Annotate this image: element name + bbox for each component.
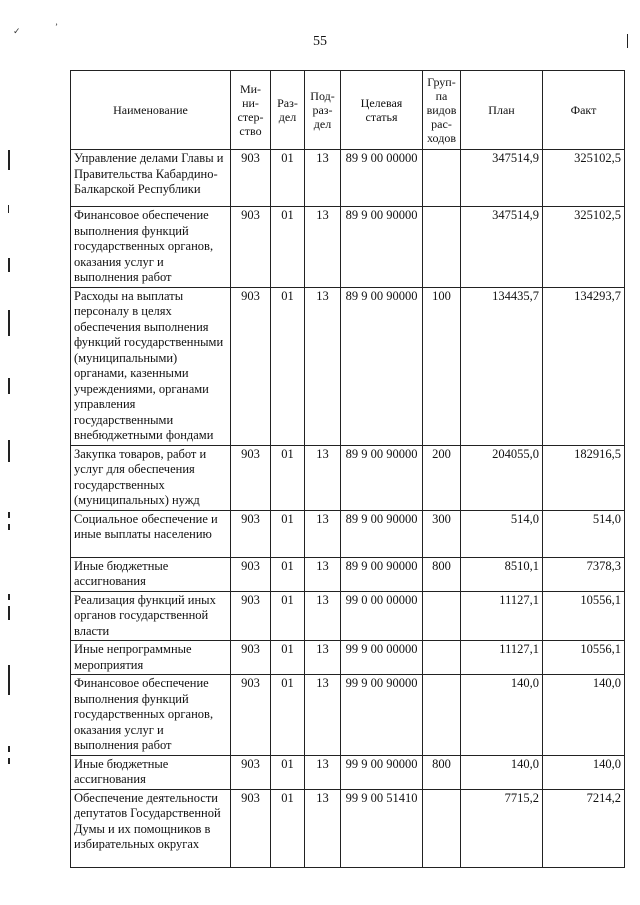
row-plan: 204055,0 [461, 445, 543, 510]
row-fact: 140,0 [543, 675, 625, 756]
table-row [71, 510, 625, 557]
row-fact: 7378,3 [543, 557, 625, 591]
row-name: Иные непрограммные мероприятия [71, 641, 231, 675]
scan-margin-mark [8, 310, 10, 336]
row-section: 01 [271, 445, 305, 510]
table-row [71, 755, 625, 789]
table-row [71, 641, 625, 675]
col-header-ministry-text: Ми- ни- стер- ство [237, 82, 264, 138]
row-subsection: 13 [305, 789, 341, 867]
row-section: 01 [271, 591, 305, 641]
scan-margin-mark [8, 378, 10, 394]
row-subsection: 13 [305, 150, 341, 207]
row-subsection: 13 [305, 207, 341, 288]
row-ministry: 903 [231, 675, 271, 756]
col-header-ministry [231, 71, 271, 150]
scan-margin-mark [8, 606, 10, 620]
col-header-name: Наименование [71, 71, 231, 150]
row-plan: 11127,1 [461, 591, 543, 641]
row-plan: 347514,9 [461, 150, 543, 207]
scan-margin-mark [8, 665, 10, 695]
row-target: 89 9 00 90000 [341, 510, 423, 557]
row-subsection: 13 [305, 510, 341, 557]
row-section: 01 [271, 755, 305, 789]
row-subsection: 13 [305, 591, 341, 641]
table-row [71, 207, 625, 288]
row-plan: 347514,9 [461, 207, 543, 288]
row-ministry: 903 [231, 755, 271, 789]
row-ministry: 903 [231, 445, 271, 510]
row-fact: 182916,5 [543, 445, 625, 510]
row-subsection: 13 [305, 287, 341, 445]
row-section: 01 [271, 789, 305, 867]
scan-speck: ʼ [55, 22, 58, 32]
col-header-section [271, 71, 305, 150]
row-ministry: 903 [231, 789, 271, 867]
row-plan: 140,0 [461, 675, 543, 756]
row-ministry: 903 [231, 591, 271, 641]
row-section: 01 [271, 641, 305, 675]
table-row [71, 287, 625, 445]
row-expense-group: 800 [423, 755, 461, 789]
row-ministry: 903 [231, 510, 271, 557]
row-name: Обеспечение деятельности депутатов Государственной Думы и их помощников в избирательных округах [71, 789, 231, 867]
row-target: 99 9 00 51410 [341, 789, 423, 867]
row-plan: 8510,1 [461, 557, 543, 591]
row-subsection: 13 [305, 557, 341, 591]
row-target: 99 9 00 90000 [341, 675, 423, 756]
row-name: Финансовое обеспечение выполнения функций государственных органов, оказания услуг и выполнения работ [71, 675, 231, 756]
table-header-row [71, 71, 625, 150]
col-header-expense-group [423, 71, 461, 150]
row-ministry: 903 [231, 641, 271, 675]
table-row [71, 557, 625, 591]
scan-margin-mark [8, 440, 10, 462]
row-fact: 514,0 [543, 510, 625, 557]
row-ministry: 903 [231, 287, 271, 445]
col-header-fact: Факт [543, 71, 625, 150]
scan-margin-mark [8, 258, 10, 272]
row-expense-group [423, 789, 461, 867]
row-expense-group: 800 [423, 557, 461, 591]
scan-margin-mark [8, 746, 10, 752]
row-target: 89 9 00 90000 [341, 287, 423, 445]
row-expense-group [423, 641, 461, 675]
row-target: 89 9 00 90000 [341, 207, 423, 288]
budget-table [70, 70, 625, 868]
scan-speck: ✓ [13, 26, 21, 36]
row-target: 89 9 00 00000 [341, 150, 423, 207]
row-name: Расходы на выплаты персоналу в целях обеспечения выполнения функций государственными (муниципальными) органами, казенными учреждениями, органами управления государственными внебюджетными фондами [71, 287, 231, 445]
table-row [71, 591, 625, 641]
row-name: Иные бюджетные ассигнования [71, 557, 231, 591]
row-subsection: 13 [305, 675, 341, 756]
col-header-section-text: Раз- дел [277, 96, 298, 124]
row-name: Закупка товаров, работ и услуг для обеспечения государственных (муниципальных) нужд [71, 445, 231, 510]
col-header-subsection-text: Под- раз- дел [310, 89, 335, 131]
table-row [71, 675, 625, 756]
row-plan: 514,0 [461, 510, 543, 557]
scan-margin-mark [8, 594, 10, 600]
row-plan: 140,0 [461, 755, 543, 789]
row-expense-group: 300 [423, 510, 461, 557]
row-ministry: 903 [231, 150, 271, 207]
row-fact: 140,0 [543, 755, 625, 789]
row-section: 01 [271, 510, 305, 557]
row-name: Управление делами Главы и Правительства Кабардино-Балкарской Республики [71, 150, 231, 207]
row-plan: 134435,7 [461, 287, 543, 445]
row-target: 89 9 00 90000 [341, 557, 423, 591]
row-name: Социальное обеспечение и иные выплаты населению [71, 510, 231, 557]
table-row [71, 445, 625, 510]
row-target: 99 0 00 00000 [341, 591, 423, 641]
row-name: Иные бюджетные ассигнования [71, 755, 231, 789]
row-section: 01 [271, 675, 305, 756]
row-expense-group: 100 [423, 287, 461, 445]
row-ministry: 903 [231, 207, 271, 288]
row-fact: 7214,2 [543, 789, 625, 867]
row-expense-group [423, 675, 461, 756]
scan-margin-mark [627, 34, 628, 48]
col-header-expense-group-text: Груп- па видов рас- ходов [426, 75, 457, 145]
row-fact: 10556,1 [543, 641, 625, 675]
row-fact: 325102,5 [543, 207, 625, 288]
row-subsection: 13 [305, 641, 341, 675]
col-header-target-text: Целевая статья [360, 96, 403, 124]
row-target: 99 9 00 90000 [341, 755, 423, 789]
row-fact: 10556,1 [543, 591, 625, 641]
row-target: 89 9 00 90000 [341, 445, 423, 510]
row-expense-group [423, 207, 461, 288]
row-fact: 325102,5 [543, 150, 625, 207]
page-number: 55 [313, 34, 327, 49]
table-row [71, 789, 625, 867]
row-target: 99 9 00 00000 [341, 641, 423, 675]
scan-margin-mark [8, 205, 9, 213]
col-header-subsection [305, 71, 341, 150]
row-ministry: 903 [231, 557, 271, 591]
scan-margin-mark [8, 150, 10, 170]
row-name: Реализация функций иных органов государственной власти [71, 591, 231, 641]
row-plan: 7715,2 [461, 789, 543, 867]
row-plan: 11127,1 [461, 641, 543, 675]
scan-margin-mark [8, 524, 10, 530]
row-section: 01 [271, 150, 305, 207]
scan-margin-mark [8, 758, 10, 764]
scan-margin-mark [8, 512, 10, 518]
row-fact: 134293,7 [543, 287, 625, 445]
row-expense-group [423, 591, 461, 641]
row-subsection: 13 [305, 445, 341, 510]
row-expense-group [423, 150, 461, 207]
row-section: 01 [271, 557, 305, 591]
col-header-target [341, 71, 423, 150]
row-section: 01 [271, 207, 305, 288]
row-name: Финансовое обеспечение выполнения функций государственных органов, оказания услуг и выполнения работ [71, 207, 231, 288]
row-subsection: 13 [305, 755, 341, 789]
col-header-plan: План [461, 71, 543, 150]
row-section: 01 [271, 287, 305, 445]
table-row [71, 150, 625, 207]
row-expense-group: 200 [423, 445, 461, 510]
